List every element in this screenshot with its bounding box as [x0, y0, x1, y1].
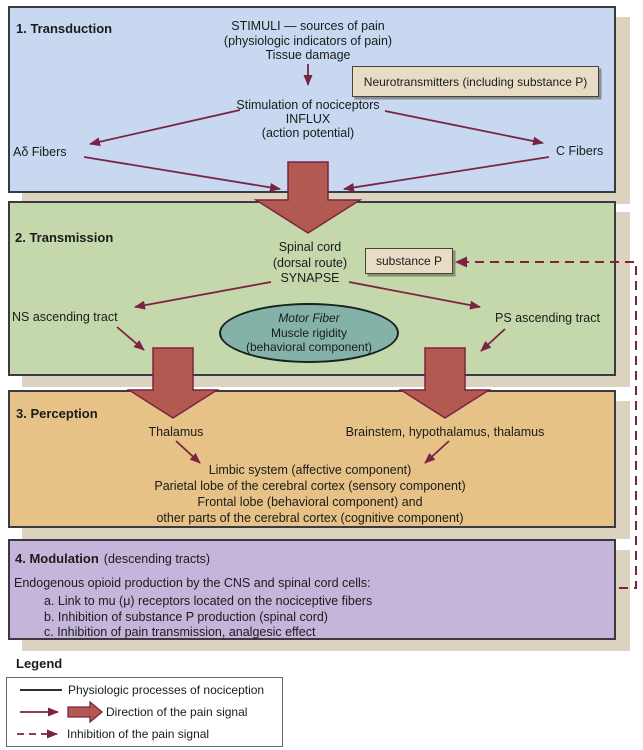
modulation-list: a. Link to mu (μ) receptors located on the nociceptive fibers b. Inhibition of substance P production (spinal cord) c. Inhibition of pain transmission, analgesic effect: [44, 594, 373, 639]
legend-entry-physiologic: Physiologic processes of nociception: [68, 683, 265, 697]
ns-ascending-tract-label: NS ascending tract: [12, 310, 118, 324]
spinal-cord-text: Spinal cord (dorsal route) SYNAPSE: [272, 240, 348, 285]
motor-fiber-ellipse: Motor Fiber Muscle rigidity (behavioral component): [219, 303, 399, 363]
thalamus-label: Thalamus: [148, 425, 204, 439]
legend-entry-direction: Direction of the pain signal: [106, 705, 248, 719]
transduction-title: 1. Transduction: [16, 21, 113, 36]
modulation-intro: Endogenous opioid production by the CNS and spinal cord cells:: [14, 576, 371, 590]
c-fibers-label: C Fibers: [556, 144, 604, 158]
perception-title: 3. Perception: [16, 406, 98, 421]
nociceptor-text: Stimulation of nociceptors INFLUX (action potential): [236, 98, 380, 140]
brainstem-label: Brainstem, hypothalamus, thalamus: [345, 425, 545, 439]
stimuli-text: STIMULI — sources of pain (physiologic indicators of pain) Tissue damage: [223, 19, 393, 62]
perception-targets-text: Limbic system (affective component) Parietal lobe of the cerebral cortex (sensory component) Frontal lobe (behavioral component) and other parts of the cerebral cortex (cognitive component): [154, 463, 466, 525]
transmission-title: 2. Transmission: [15, 230, 114, 245]
legend-title: Legend: [16, 656, 63, 671]
modulation-title: 4. Modulation (descending tracts): [15, 551, 211, 566]
substance-p-box: substance P: [365, 248, 453, 274]
neurotransmitters-box: Neurotransmitters (including substance P): [352, 66, 599, 97]
legend-entry-inhibition: Inhibition of the pain signal: [67, 727, 210, 741]
ps-ascending-tract-label: PS ascending tract: [495, 311, 600, 325]
a-delta-fibers-label: Aδ Fibers: [13, 145, 67, 159]
